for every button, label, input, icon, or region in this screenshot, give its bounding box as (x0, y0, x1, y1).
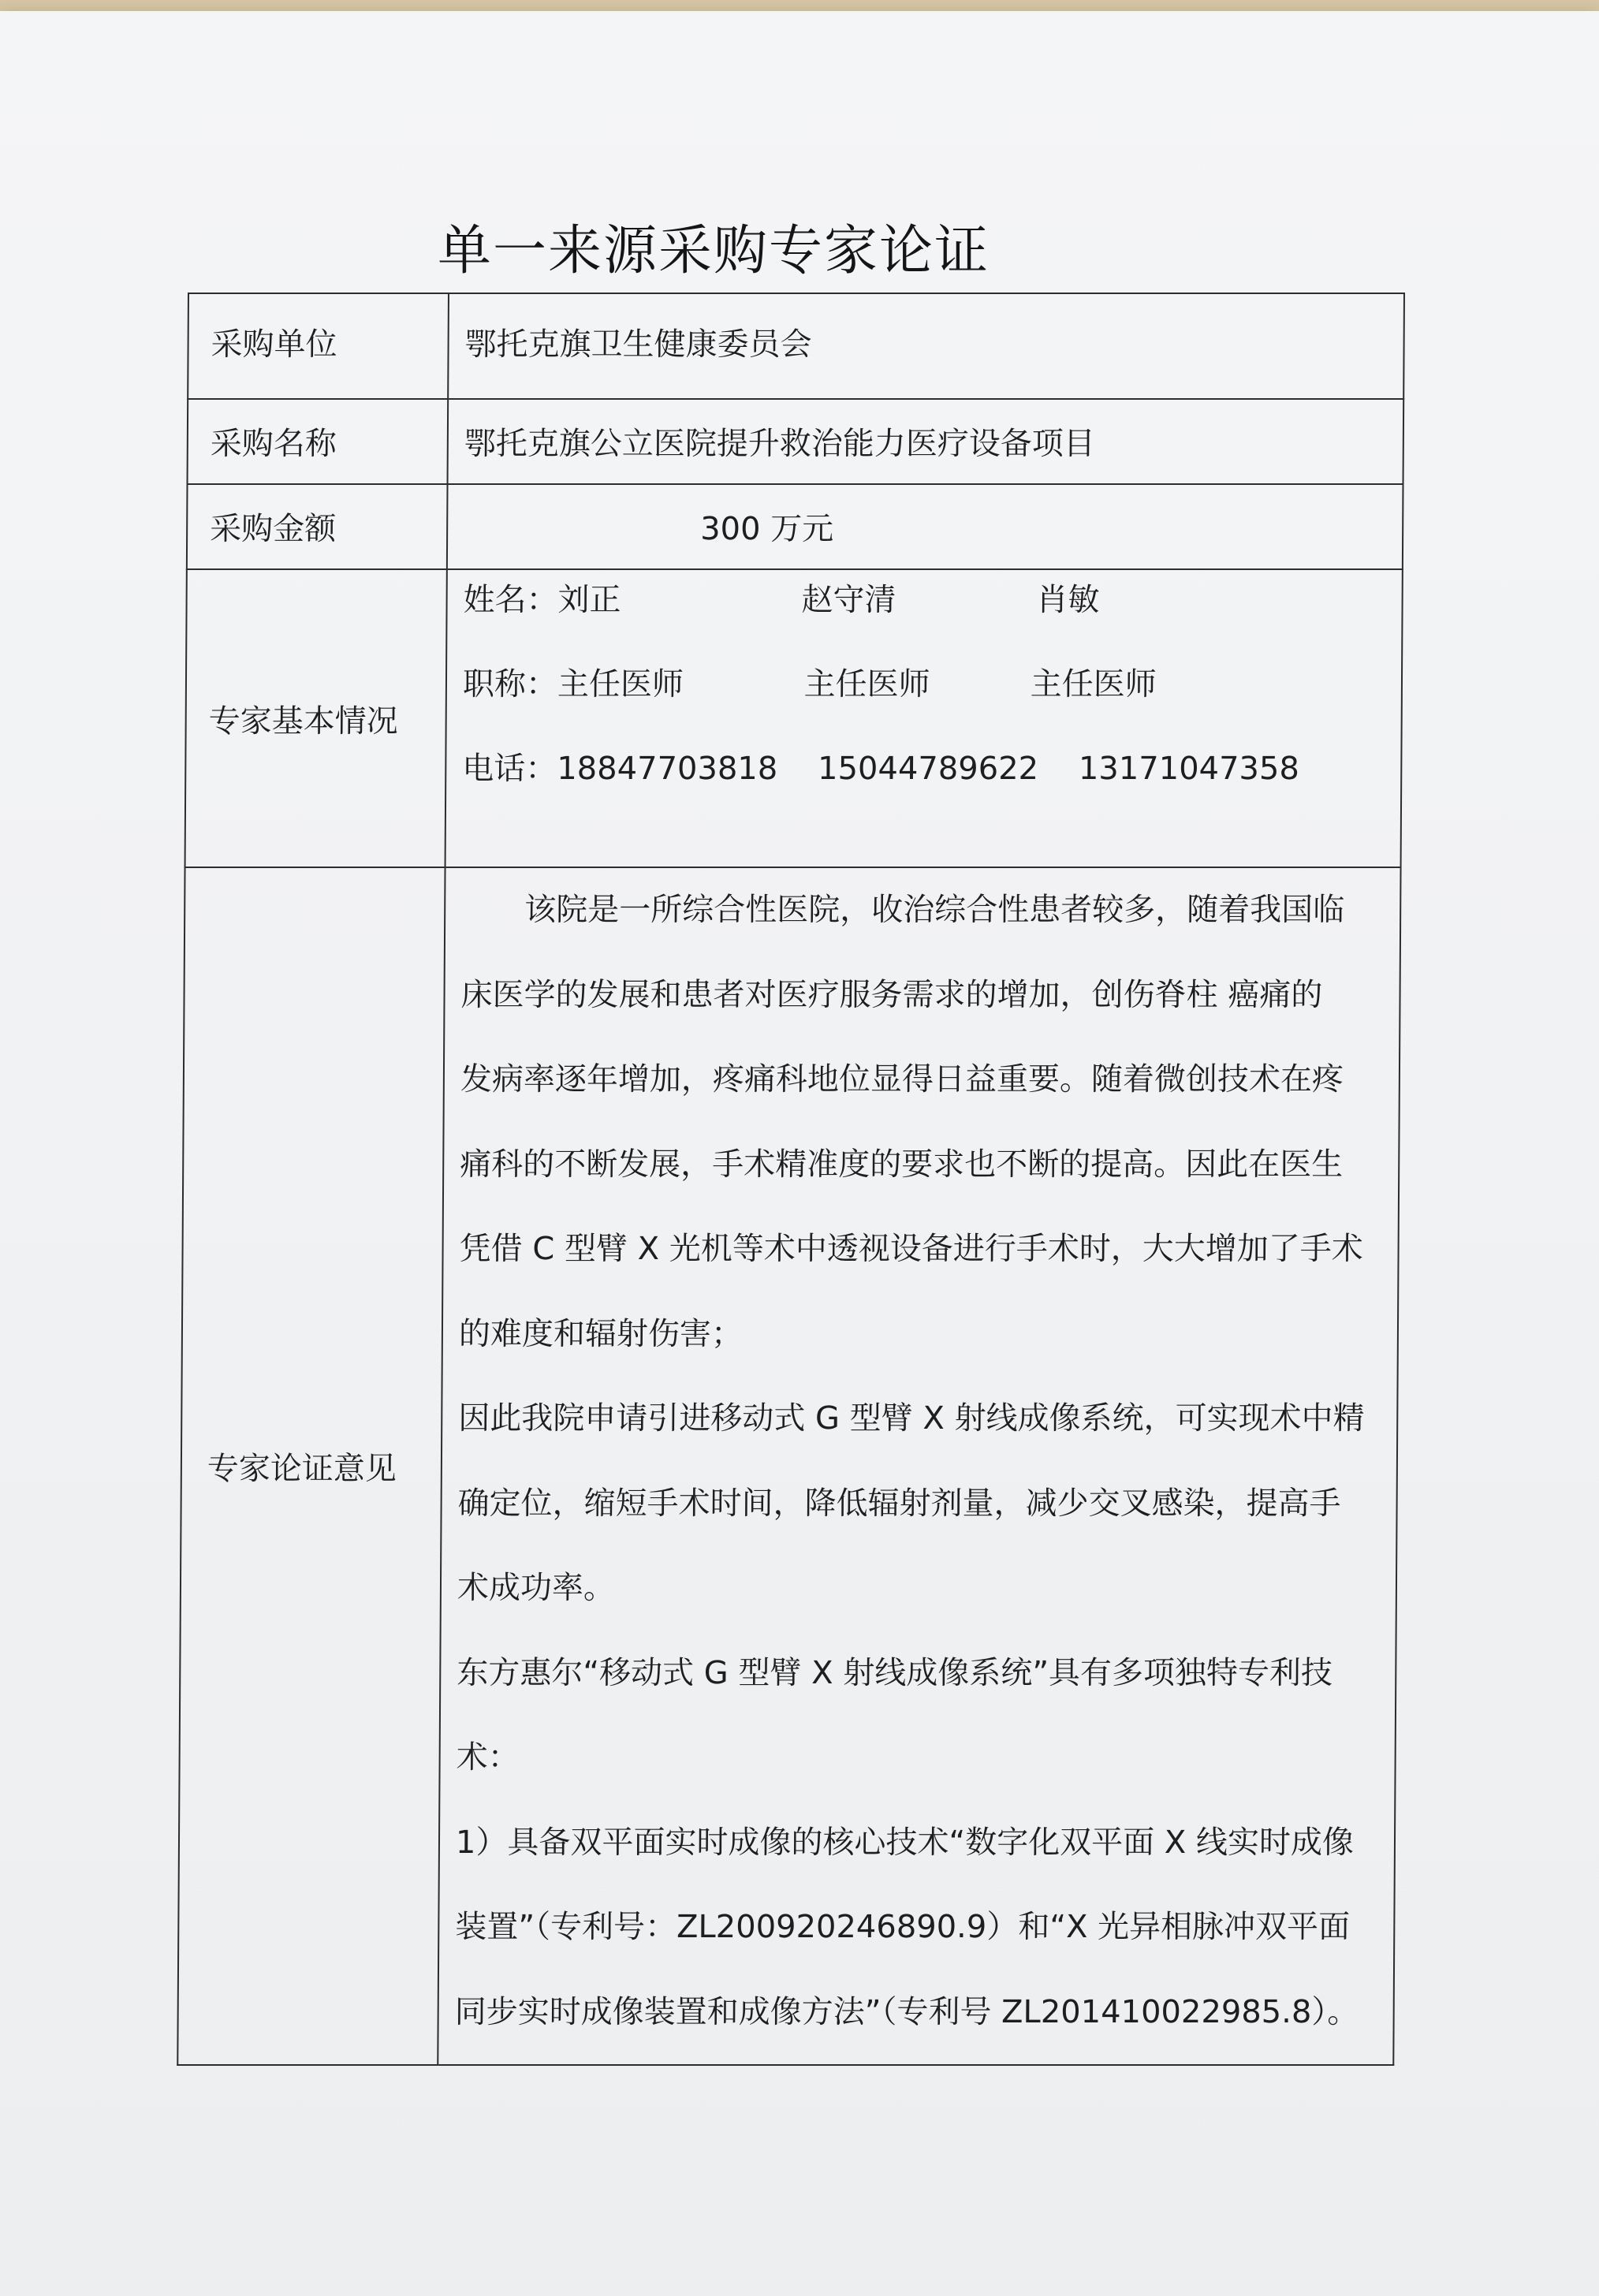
opinion-line: 东方惠尔“移动式 G 型臂 X 射线成像系统”具有多项独特专利技 (457, 1654, 1333, 1691)
procurement-unit-value: 鄂托克旗卫生健康委员会 (464, 326, 812, 363)
procurement-name-value: 鄂托克旗公立医院提升救治能力医疗设备项目 (464, 426, 1095, 462)
label-cell (188, 293, 449, 399)
label-cell (187, 484, 448, 569)
opinion-line: 发病率逐年增加，疼痛科地位显得日益重要。随着微创技术在疼 (460, 1061, 1344, 1098)
row-procurement-name (188, 399, 1404, 484)
procurement-amount-value: 300 万元 (700, 511, 834, 547)
opinion-line: 床医学的发展和患者对医疗服务需求的增加，创伤脊柱 癌痛的 (460, 976, 1323, 1013)
value-cell (438, 867, 1400, 2065)
row-expert-opinion (177, 867, 1400, 2065)
opinion-line: 术： (456, 1739, 520, 1776)
label-cell (177, 867, 445, 2065)
expert-info-label: 专家基本情况 (208, 703, 398, 740)
opinion-line: 同步实时成像装置和成像方法”（专利号 ZL201410022985.8）。 (454, 1993, 1359, 2030)
procurement-amount-label: 采购金额 (210, 511, 337, 547)
expert-titles-line: 职称：主任医师 主任医师 主任医师 (462, 666, 1157, 703)
document-title: 单一来源采购专家论证 (438, 220, 990, 282)
value-cell (447, 484, 1403, 569)
value-cell (445, 569, 1403, 867)
row-procurement-unit (188, 293, 1404, 399)
value-cell (448, 293, 1404, 399)
opinion-line: 1）具备双平面实时成像的核心技术“数字化双平面 X 线实时成像 (455, 1824, 1355, 1861)
opinion-line: 的难度和辐射伤害； (458, 1315, 744, 1352)
opinion-line: 术成功率。 (457, 1570, 616, 1606)
row-expert-info (185, 569, 1403, 867)
expert-opinion-text (438, 868, 1400, 2064)
label-cell (188, 399, 449, 484)
expert-phones-line: 电话：18847703818 15044789622 13171047358 (462, 751, 1299, 787)
expert-info-block (446, 570, 1402, 826)
procurement-unit-label: 采购单位 (211, 326, 337, 363)
opinion-line: 该院是一所综合性医院，收治综合性患者较多，随着我国临 (524, 892, 1345, 928)
paper-sheet (0, 11, 1599, 2296)
opinion-line: 装置”（专利号：ZL200920246890.9）和“X 光异相脉冲双平面 (455, 1909, 1351, 1945)
procurement-name-label: 采购名称 (210, 426, 337, 462)
procurement-form-table (177, 293, 1405, 2066)
row-procurement-amount (187, 484, 1403, 569)
expert-opinion-label: 专家论证意见 (207, 1451, 397, 1487)
opinion-line: 因此我院申请引进移动式 G 型臂 X 射线成像系统，可实现术中精 (458, 1400, 1365, 1437)
label-cell (185, 569, 447, 867)
opinion-line: 凭借 C 型臂 X 光机等术中透视设备进行手术时，大大增加了手术 (459, 1231, 1363, 1267)
expert-names-line: 姓名：刘正 赵守清 肖敏 (463, 582, 1100, 618)
opinion-line: 确定位，缩短手术时间，降低辐射剂量，减少交叉感染，提高手 (457, 1485, 1341, 1522)
opinion-line: 痛科的不断发展，手术精准度的要求也不断的提高。因此在医生 (460, 1146, 1344, 1183)
value-cell (448, 399, 1404, 484)
